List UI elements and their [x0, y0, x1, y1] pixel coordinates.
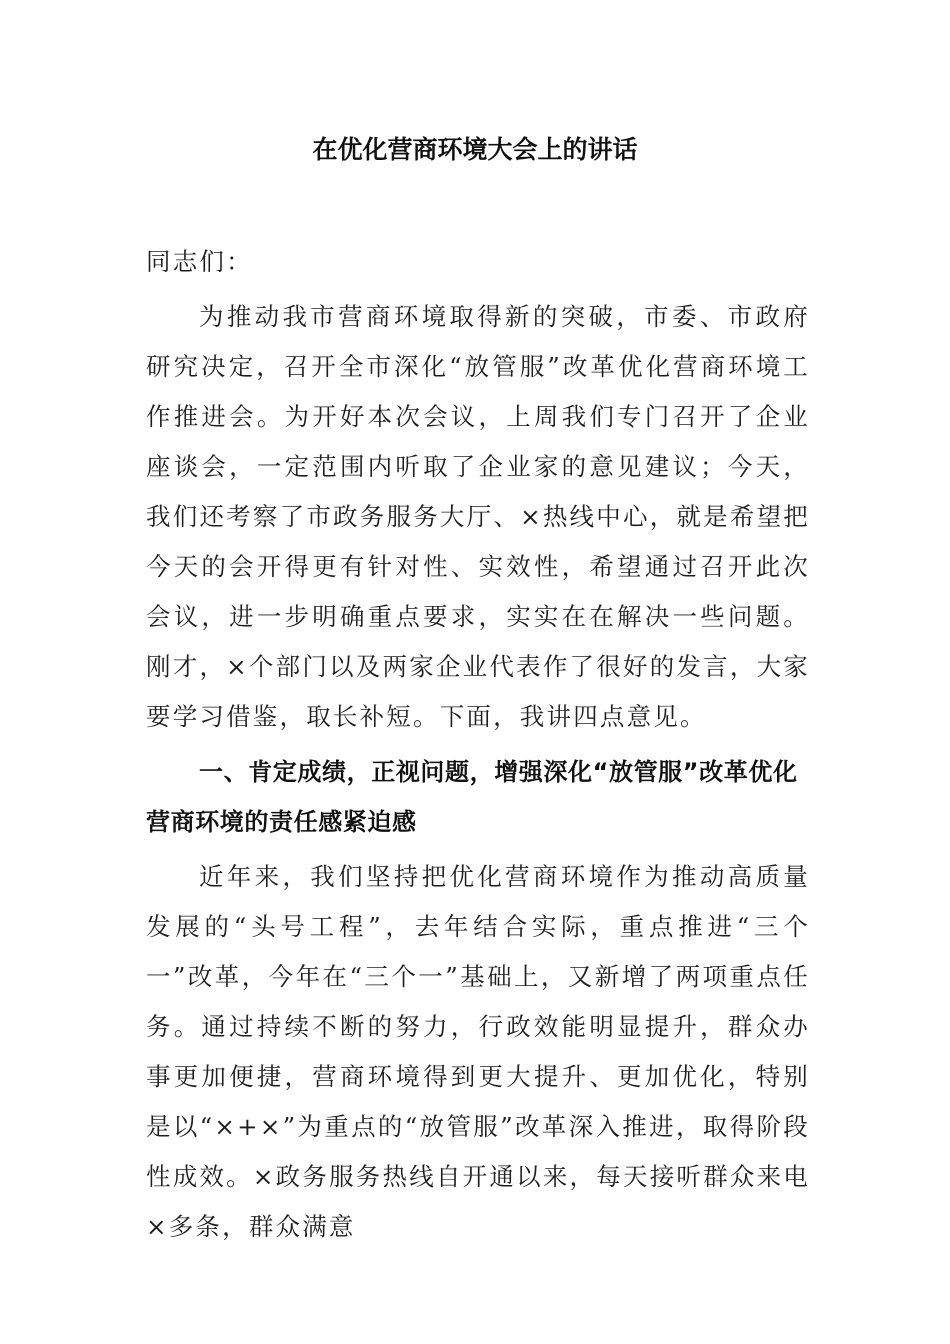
section-heading-1: 一、肯定成绩，正视问题，增强深化“放管服”改革优化营商环境的责任感紧迫感 — [146, 758, 798, 836]
document-title: 在优化营商环境大会上的讲话 — [312, 135, 638, 164]
greeting: 同志们： — [146, 247, 253, 276]
body-paragraph-2: 近年来，我们坚持把优化营商环境作为推动高质量发展的“头号工程”，去年结合实际，重点推进“三个一”改革，今年在“三个一”基础上，又新增了两项重点任务。通过持续不断的努力，行政效能明显提升，群众办事更加便捷，营商环境得到更大提升、更加优化，特别是以“×+×”为重点的“放管服”改革深入推进，取得阶段性成效。×政务服务热线自开通以来，每天接听群众来电×多条，群众满意 — [146, 862, 810, 1241]
body-paragraph-1: 为推动我市营商环境取得新的突破，市委、市政府研究决定，召开全市深化“放管服”改革优化营商环境工作推进会。为开好本次会议，上周我们专门召开了企业座谈会，一定范围内听取了企业家的意见建议；今天，我们还考察了市政务服务大厅、×热线中心，就是希望把今天的会开得更有针对性、实效性，希望通过召开此次会议，进一步明确重点要求，实实在在解决一些问题。刚才，×个部门以及两家企业代表作了很好的发言，大家要学习借鉴，取长补短。下面，我讲四点意见。 — [146, 302, 810, 731]
